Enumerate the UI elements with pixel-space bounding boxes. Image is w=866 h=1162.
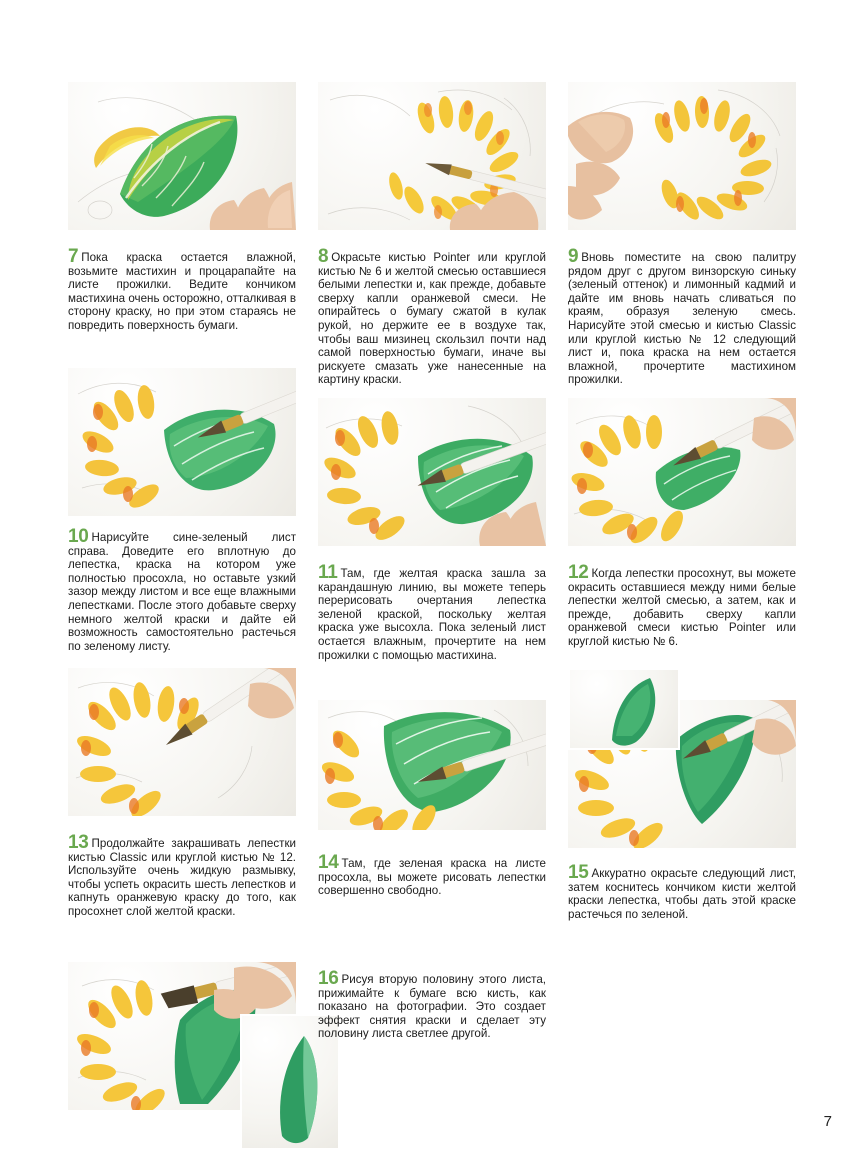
leaf-closeup-artwork (570, 670, 678, 748)
step-number: 15 (568, 862, 589, 883)
step-number: 12 (568, 562, 589, 583)
step-body: Вновь поместите на свою палитру рядом друг с другом винзорскую синьку (зеленый оттенок) и лимонный кадмий и дайте им вновь начать сливаться по краям, образуя зеленую смесь. Нарисуйте этой смесью и кистью Classic или круглой кистью № 12 следующий лист и, пока краска на нем остается влажной, прочертите мастихином прожилки. (568, 251, 796, 387)
page-number: 7 (823, 1113, 832, 1130)
step-text-7 (68, 246, 296, 333)
petals-artwork (568, 398, 796, 546)
photo-step-15b (568, 668, 680, 750)
photo-step-7 (68, 82, 296, 230)
step-number: 9 (568, 246, 579, 267)
step-text-11 (318, 562, 546, 662)
step-body: Аккуратно окрасьте следующий лист, затем коснитесь кончиком кисти желтой краски лепестка, чтобы дать этой краске растечься по зеленой. (568, 867, 796, 921)
step-number: 10 (68, 526, 89, 547)
photo-step-11 (318, 398, 546, 546)
petals-artwork (318, 82, 546, 230)
step-text-8 (318, 246, 546, 387)
step-text-9 (568, 246, 796, 387)
step-number: 11 (318, 562, 338, 583)
photo-step-8 (318, 82, 546, 230)
step-body: Когда лепестки просохнут, вы можете окрасить оставшиеся между ними белые лепестки желтой смесью, а затем, как и прежде, добавить сверху капли оранжевой смеси кистью Pointer или круглой кистью № 6. (568, 567, 796, 648)
petals-artwork (568, 82, 796, 230)
step-text-10 (68, 526, 296, 653)
photo-step-9 (568, 82, 796, 230)
leaf-artwork (68, 82, 296, 230)
step-number: 7 (68, 246, 79, 267)
step-text-15 (568, 862, 796, 921)
step-number: 16 (318, 968, 339, 989)
step-body: Окрасьте кистью Pointer или круглой кистью № 6 и желтой смесью оставшиеся белыми лепестки и, как прежде, добавьте сверху капли оранжевой смеси. Не опирайтесь о бумагу сжатой в кулак рукой, но держите ее в воздухе так, чтобы ваш мизинец скользил почти над самой поверхностью бумаги, иначе вы рискуете смазать уже нанесенные на картину краски. (318, 251, 546, 387)
leaf-artwork (318, 398, 546, 546)
photo-step-14 (318, 700, 546, 830)
petals-artwork (68, 668, 296, 816)
step-body: Рисуя вторую половину этого листа, прижимайте к бумаге всю кисть, как показано на фотографии. Это создает эффект снятия краски и сделает эту половину листа светлее другой. (318, 973, 546, 1041)
photo-step-13 (68, 668, 296, 816)
step-number: 14 (318, 852, 339, 873)
photo-step-10 (68, 368, 296, 516)
step-text-14 (318, 852, 546, 898)
step-text-13 (68, 832, 296, 919)
step-body: Нарисуйте сине-зеленый лист справа. Доведите его вплотную до лепестка, краска на котором уже полностью просохла, но оставьте узкий зазор между листом и все еще влажными лепестками. После этого добавьте сверху немного желтой краски и дайте ей возможность самостоятельно растечься по зеленому листу. (68, 531, 296, 653)
step-body: Продолжайте закрашивать лепестки кистью Classic или круглой кистью № 12. Используйте очень жидкую размывку, чтобы успеть окрасить шесть лепестков и капнуть оранжевую краску до того, как просохнет слой желтой краски. (68, 837, 296, 918)
step-body: Пока краска остается влажной, возьмите мастихин и процарапайте на листе прожилки. Ведите кончиком мастихина очень осторожно, отталкивая в сторону краску, но при этом стараясь не повредить поверхность бумаги. (68, 251, 296, 332)
step-text-12 (568, 562, 796, 649)
step-body: Там, где желтая краска зашла за карандашную линию, вы можете теперь перерисовать очертания лепестка зеленой краской, поскольку желтая краска уже высохла. Пока зеленый лист остается влажным, прочертите на нем прожилки с помощью мастихина. (318, 567, 546, 662)
photo-step-12 (568, 398, 796, 546)
step-number: 13 (68, 832, 89, 853)
step-text-16 (318, 968, 546, 1041)
leaf-artwork (68, 368, 296, 516)
leaf-artwork (318, 700, 546, 830)
step-body: Там, где зеленая краска на листе просохла, вы можете рисовать лепестки совершенно свободно. (318, 857, 546, 898)
step-number: 8 (318, 246, 329, 267)
